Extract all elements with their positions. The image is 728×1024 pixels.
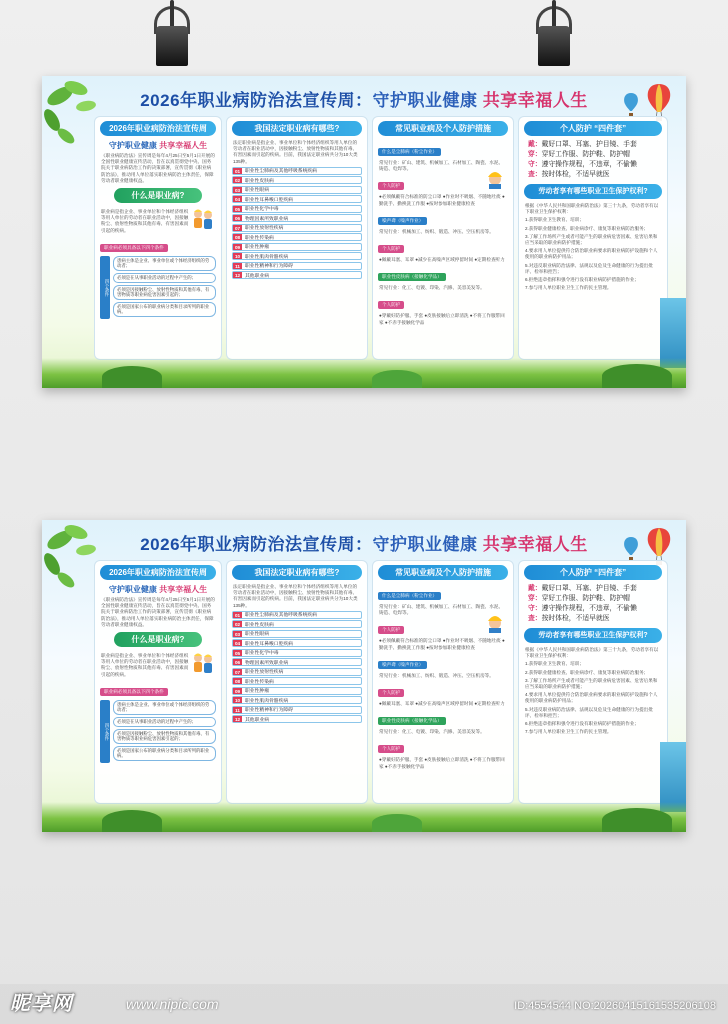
- disease-item: 11 职业性精神和行为障碍: [232, 706, 362, 714]
- condition-item: 必须是在从事职业活动的过程中产生的；: [113, 273, 216, 283]
- disease-item: 02 职业性皮肤病: [232, 620, 362, 628]
- panel-title: 2026年职业病防治法宣传周: [100, 565, 216, 580]
- section-noise: 噪声聋（噪声作业） 常见行业：机械加工、纺织、锻造、冲压、空压机房等。 个人防护 ●佩戴耳塞、耳罩 ●减少在高噪声区域停留时间 ●定期检查听力: [379, 217, 505, 263]
- panel-law-week: [94, 560, 222, 804]
- disease-item: 06 物理因素所致职业病: [232, 214, 362, 222]
- binder-clip-top-left: [150, 0, 194, 68]
- small-balloon-icon: [622, 92, 640, 118]
- slogan: 守护职业健康 共享幸福人生: [108, 585, 208, 594]
- disease-item: 10 职业性肌肉骨骼疾病: [232, 252, 362, 260]
- disease-item: 12 其他职业病: [232, 715, 362, 723]
- condition-item: 必须是因接触粉尘、放射性物质和其他有毒、有害物质等职业病危害因素引起的；: [113, 285, 216, 300]
- disease-item: 07 职业性放射性疾病: [232, 668, 362, 676]
- panel-law-week: [94, 116, 222, 360]
- conditions-tag: 职业病必须具备以下四个条件: [100, 244, 168, 252]
- condition-item: 必须是在从事职业活动的过程中产生的；: [113, 717, 216, 727]
- section-dust: 什么是尘肺病（粉尘作业） 常见行业：矿山、建筑、机械加工、石材加工、陶瓷、水泥、铸造、电焊等。 个人防护 ●必须佩戴符合标准的防尘口罩 ●作业时不吸烟、不随地吐痰 ●勤洗手、勤换洗工作服 ●按时参加职业健康检查: [379, 593, 505, 650]
- disease-item: 07 职业性放射性疾病: [232, 224, 362, 232]
- disease-item: 04 职业性耳鼻喉口腔疾病: [232, 195, 362, 203]
- conditions-list: 四个条件 患病主体是企业、事业单位或个体经济组织的劳动者； 必须是在从事职业活动的过程中产生的； 必须是因接触粉尘、放射性物质和其他有毒、有害物质等职业病危害因素引起的； 必须是国家公布的职业病分类和目录所列的职业病。: [100, 256, 216, 319]
- disease-item: 09 职业性肿瘤: [232, 243, 362, 251]
- poster-board-bottom: [42, 520, 686, 832]
- rights-item: 6.拒绝违章指挥和强令进行没有职业病防护措施的作业；: [525, 721, 640, 727]
- rights-title: 劳动者享有哪些职业卫生保护权利?: [524, 628, 662, 643]
- rights-item: 4.要求用人单位提供符合防治职业病要求的职业病防护设施和个人使用的职业病防护用品；: [525, 692, 658, 704]
- rights-item: 2.获得职业健康检查、职业病诊疗、康复等职业病防治服务；: [525, 225, 649, 231]
- rights-intro: 根据《中华人民共和国职业病防治法》第三十九条，劳动者享有以下职业卫生保护权利：: [525, 647, 659, 659]
- worker-helmet-icon: [483, 611, 507, 633]
- disease-item: 10 职业性肌肉骨骼疾病: [232, 696, 362, 704]
- panel-legal-diseases: [226, 116, 368, 360]
- panel-personal-protection: [518, 560, 668, 804]
- disease-item: 05 职业性化学中毒: [232, 205, 362, 213]
- panel-common-diseases: [372, 560, 514, 804]
- panel-title: 个人防护 “四件套”: [524, 121, 662, 136]
- watermark-url: www.nipic.com: [126, 996, 219, 1012]
- disease-item: 02 职业性皮肤病: [232, 176, 362, 184]
- intro-text: 《职业病防治法》宣传周是每年4月25日至5月1日开展的全国性职业健康宣传活动，旨在以真贯彻党中央、国务院关于职业病防治工作的决策部署，宣传贯彻《职业病防治法》，推动用人单位落实职业病防治主体责任，保障劳动者职业健康权益。: [101, 597, 215, 627]
- disease-item: 01 职业性尘肺病及其他呼吸系统疾病: [232, 611, 362, 619]
- conditions-list: 四个条件 患病主体是企业、事业单位或个体经济组织的劳动者； 必须是在从事职业活动的过程中产生的； 必须是因接触粉尘、放射性物质和其他有毒、有害物质等职业病危害因素引起的； 必须是国家公布的职业病分类和目录所列的职业病。: [100, 700, 216, 763]
- panel-legal-diseases: [226, 560, 368, 804]
- disease-item: 09 职业性肿瘤: [232, 687, 362, 695]
- disease-item: 08 职业性传染病: [232, 233, 362, 241]
- rights-item: 3.了解工作场所产生或者可能产生的职业病危害因素、危害后果和应当采取的职业病防护措施；: [525, 233, 658, 246]
- condition-item: 必须是国家公布的职业病分类和目录所列的职业病。: [113, 746, 216, 761]
- workers-illustration-icon: [190, 207, 216, 233]
- rights-item: 6.拒绝违章指挥和强令进行没有职业病防护措施的作业；: [525, 277, 640, 283]
- rights-item: 7.参与用人单位职业卫生工作的民主管理。: [525, 729, 612, 735]
- definition-text: 职业病是指企业、事业单位和个体经济组织等用人单位的劳动者在职业活动中，因接触粉尘、放射性物质和其他有毒、有害因素而引起的疾病。: [101, 209, 189, 233]
- disease-item: 04 职业性耳鼻喉口腔疾病: [232, 639, 362, 647]
- watermark-bar: [0, 984, 728, 1024]
- panel-title: 个人防护 “四件套”: [524, 565, 662, 580]
- panel-title: 我国法定职业病有哪些?: [232, 565, 362, 580]
- definition-text: 职业病是指企业、事业单位和个体经济组织等用人单位的劳动者在职业活动中，因接触粉尘、放射性物质和其他有毒、有害因素而引起的疾病。: [101, 653, 189, 677]
- disease-item: 01 职业性尘肺病及其他呼吸系统疾病: [232, 167, 362, 175]
- disease-item: 12 其他职业病: [232, 271, 362, 279]
- rights-item: 7.参与用人单位职业卫生工作的民主管理。: [525, 285, 612, 291]
- section-title-what-is: 什么是职业病?: [114, 188, 202, 203]
- panel-title: 我国法定职业病有哪些?: [232, 121, 362, 136]
- disease-item: 03 职业性眼病: [232, 630, 362, 638]
- disease-item: 11 职业性精神和行为障碍: [232, 262, 362, 270]
- section-noise: 噪声聋（噪声作业） 常见行业：机械加工、纺织、锻造、冲压、空压机房等。 个人防护 ●佩戴耳塞、耳罩 ●减少在高噪声区域停留时间 ●定期检查听力: [379, 661, 505, 707]
- panel-common-diseases: [372, 116, 514, 360]
- poster-board-top: [42, 76, 686, 388]
- board-headline: 2026年职业病防治法宣传周：守护职业健康 共享幸福人生: [140, 535, 588, 554]
- board-headline: 2026年职业病防治法宣传周：守护职业健康 共享幸福人生: [140, 91, 588, 110]
- rights-item: 3.了解工作场所产生或者可能产生的职业病危害因素、危害后果和应当采取的职业病防护措施；: [525, 677, 658, 690]
- condition-item: 患病主体是企业、事业单位或个体经济组织的劳动者；: [113, 700, 216, 715]
- rights-intro: 根据《中华人民共和国职业病防治法》第三十九条，劳动者享有以下职业卫生保护权利：: [525, 203, 659, 215]
- workers-illustration-icon: [190, 651, 216, 677]
- worker-helmet-icon: [483, 167, 507, 189]
- small-balloon-icon: [622, 536, 640, 562]
- disease-item: 05 职业性化学中毒: [232, 649, 362, 657]
- panel-title: 常见职业病及个人防护措施: [378, 121, 508, 136]
- intro-text: 《职业病防治法》宣传周是每年4月25日至5月1日开展的全国性职业健康宣传活动，旨在以真贯彻党中央、国务院关于职业病防治工作的决策部署，宣传贯彻《职业病防治法》，推动用人单位落实职业病防治主体责任，保障劳动者职业健康权益。: [101, 153, 215, 183]
- watermark-id: ID:4554544 NO:20260415161535206108: [514, 1000, 716, 1012]
- section-title-what-is: 什么是职业病?: [114, 632, 202, 647]
- panel-personal-protection: [518, 116, 668, 360]
- binder-clip-top-right: [532, 0, 576, 68]
- rights-item: 5.对违反职业病防治法律、法规以及危及生命健康的行为提出批评、检举和控告；: [525, 262, 653, 274]
- four-items-list: 戴：戴好口罩、耳塞、护目镜、手套 穿：穿好工作服、防护鞋、防护帽 守：遵守操作规程，不违章，不偷懒 查：按时体检，不适早就医: [528, 141, 637, 178]
- section-dust: 什么是尘肺病（粉尘作业） 常见行业：矿山、建筑、机械加工、石材加工、陶瓷、水泥、铸造、电焊等。 个人防护 ●必须佩戴符合标准的防尘口罩 ●作业时不吸烟、不随地吐痰 ●勤洗手、勤换洗工作服 ●按时参加职业健康检查: [379, 149, 505, 206]
- condition-item: 必须是因接触粉尘、放射性物质和其他有毒、有害物质等职业病危害因素引起的；: [113, 729, 216, 744]
- disease-item: 08 职业性传染病: [232, 677, 362, 685]
- four-items-list: 戴：戴好口罩、耳塞、护目镜、手套 穿：穿好工作服、防护鞋、防护帽 守：遵守操作规程，不违章，不偷懒 查：按时体检，不适早就医: [528, 585, 637, 622]
- condition-item: 患病主体是企业、事业单位或个体经济组织的劳动者；: [113, 256, 216, 271]
- rights-item: 1.获得职业卫生教育、培训；: [525, 217, 584, 223]
- rights-item: 1.获得职业卫生教育、培训；: [525, 661, 584, 667]
- rights-item: 4.要求用人单位提供符合防治职业病要求的职业病防护设施和个人使用的职业病防护用品；: [525, 248, 658, 260]
- rights-item: 5.对违反职业病防治法律、法规以及危及生命健康的行为提出批评、检举和控告；: [525, 706, 653, 718]
- disease-item: 06 物理因素所致职业病: [232, 658, 362, 666]
- section-skin: 职业性皮肤病（接触化学品） 常见行业：化工、电镀、印染、汽修、美容美发等。 个人防护 ●穿戴好防护服、手套 ●皮肤接触后立即清洗 ●不将工作服带回家 ●不赤手接触化学品: [379, 718, 505, 769]
- intro-text: 法定职业病是指企业、事业单位和个体经济组织等用人单位的劳动者在职业活动中，因接触粉尘、放射性物质和其他有毒、有害因素而引起的疾病。目前，我国法定职业病共分为10大类135种。: [233, 584, 358, 608]
- disease-item: 03 职业性眼病: [232, 186, 362, 194]
- rights-item: 2.获得职业健康检查、职业病诊疗、康复等职业病防治服务；: [525, 669, 649, 675]
- slogan: 守护职业健康 共享幸福人生: [108, 141, 208, 150]
- section-skin: 职业性皮肤病（接触化学品） 常见行业：化工、电镀、印染、汽修、美容美发等。 个人防护 ●穿戴好防护服、手套 ●皮肤接触后立即清洗 ●不将工作服带回家 ●不赤手接触化学品: [379, 274, 505, 325]
- condition-item: 必须是国家公布的职业病分类和目录所列的职业病。: [113, 302, 216, 317]
- panel-title: 常见职业病及个人防护措施: [378, 565, 508, 580]
- intro-text: 法定职业病是指企业、事业单位和个体经济组织等用人单位的劳动者在职业活动中，因接触粉尘、放射性物质和其他有毒、有害因素而引起的疾病。目前，我国法定职业病共分为10大类135种。: [233, 140, 358, 164]
- conditions-tag: 职业病必须具备以下四个条件: [100, 688, 168, 696]
- rights-title: 劳动者享有哪些职业卫生保护权利?: [524, 184, 662, 199]
- watermark-logo: 昵享网: [10, 993, 73, 1015]
- panel-title: 2026年职业病防治法宣传周: [100, 121, 216, 136]
